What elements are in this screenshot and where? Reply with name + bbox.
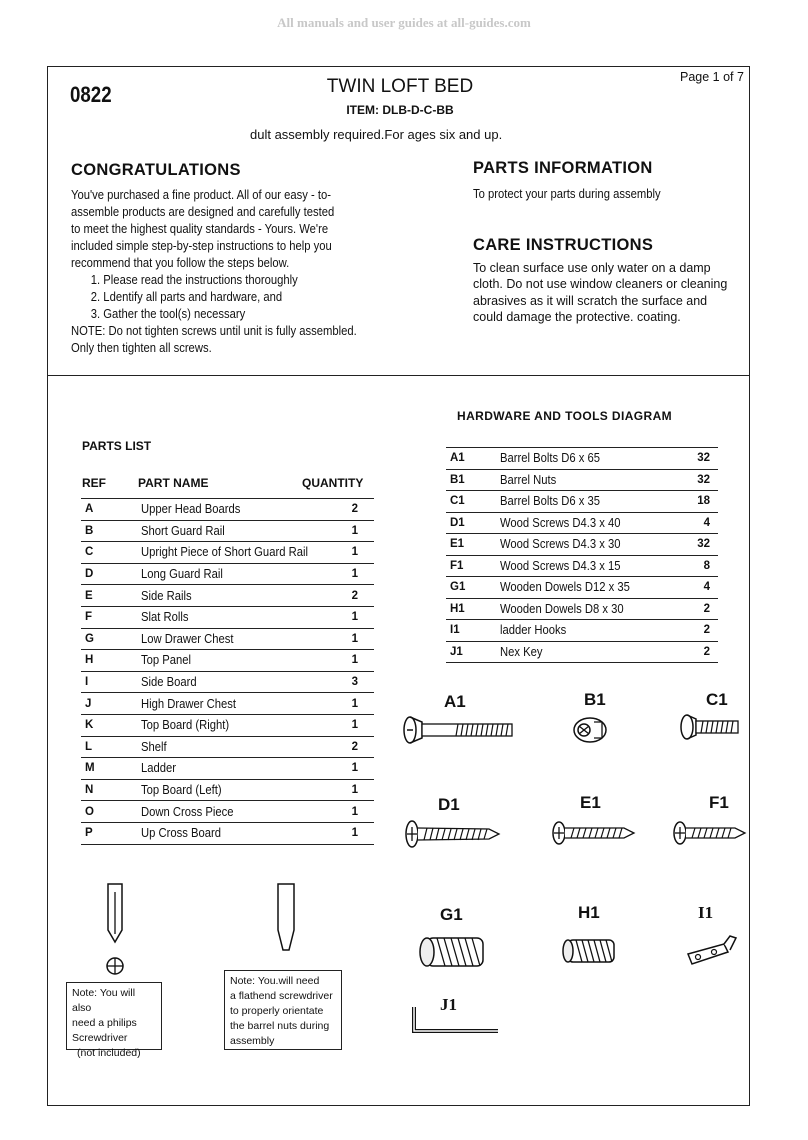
part-ref: A	[81, 499, 141, 521]
part-ref: K	[81, 714, 141, 736]
hardware-name: Wooden Dowels D8 x 30	[500, 601, 624, 616]
part-ref: M	[81, 758, 141, 780]
hardware-name: Wood Screws D4.3 x 15	[500, 558, 621, 573]
note-line: NOTE: Do not tighten screws until unit is fully assembled.	[71, 324, 357, 338]
part-name-cell	[141, 779, 331, 801]
hardware-heading: HARDWARE AND TOOLS DIAGRAM	[457, 409, 673, 423]
part-name-cell	[141, 650, 331, 672]
philips-note	[66, 982, 162, 1059]
part-name-cell	[141, 693, 331, 715]
parts-row	[81, 542, 374, 564]
wood-screw-short-icon	[671, 817, 749, 849]
item-code: ITEM: DLB-D-C-BB	[346, 103, 454, 117]
hardware-qty: 2	[691, 641, 718, 663]
hardware-ref: H1	[446, 598, 500, 620]
hardware-ref: J1	[446, 641, 500, 663]
hardware-qty: 18	[691, 491, 718, 513]
part-name: High Drawer Chest	[141, 696, 237, 711]
part-qty: 1	[331, 693, 374, 715]
age-notice: dult assembly required.For ages six and up.	[250, 127, 503, 142]
part-name-cell	[141, 563, 331, 585]
part-qty: 1	[331, 542, 374, 564]
parts-row	[81, 520, 374, 542]
parts-row	[81, 650, 374, 672]
hex-key-icon	[408, 1003, 503, 1039]
note-line: assembly	[230, 1035, 275, 1047]
note-line: a flathend screwdriver	[230, 990, 333, 1002]
part-name: Side Rails	[141, 588, 192, 603]
label-a1: A1	[444, 692, 466, 711]
label-h1: H1	[578, 903, 600, 922]
hardware-ref: I1	[446, 620, 500, 642]
part-name-cell	[141, 542, 331, 564]
hardware-name-cell	[500, 577, 691, 599]
hardware-ref: C1	[446, 491, 500, 513]
part-name: Down Cross Piece	[141, 804, 234, 819]
part-name-cell	[141, 499, 331, 521]
part-qty: 1	[331, 520, 374, 542]
label-e1: E1	[580, 793, 601, 812]
ladder-hook-icon	[684, 930, 744, 970]
congratulations-text	[71, 187, 431, 357]
hardware-row	[446, 491, 718, 513]
hardware-qty: 2	[691, 620, 718, 642]
part-name: Long Guard Rail	[141, 567, 223, 582]
hardware-table	[446, 447, 718, 663]
label-i1: I1	[698, 903, 714, 922]
hardware-ref: B1	[446, 469, 500, 491]
note-line: Screwdriver	[72, 1032, 128, 1044]
intro-line: recommend that you follow the steps below.	[71, 256, 290, 270]
part-name-cell	[141, 671, 331, 693]
label-f1: F1	[709, 793, 729, 812]
col-part-name: PART NAME	[138, 476, 209, 490]
part-ref: F	[81, 606, 141, 628]
model-number: 0822	[70, 82, 112, 107]
wood-screw-medium-icon	[550, 817, 638, 849]
hardware-qty: 32	[691, 448, 718, 470]
hardware-name: ladder Hooks	[500, 623, 567, 638]
part-name: Shelf	[141, 739, 167, 754]
hardware-ref: D1	[446, 512, 500, 534]
care-heading: CARE INSTRUCTIONS	[473, 236, 654, 254]
hardware-row	[446, 577, 718, 599]
hardware-qty: 32	[691, 534, 718, 556]
label-b1: B1	[584, 690, 606, 709]
hardware-row	[446, 512, 718, 534]
parts-row	[81, 671, 374, 693]
part-qty: 1	[331, 779, 374, 801]
part-qty: 1	[331, 650, 374, 672]
hardware-ref: E1	[446, 534, 500, 556]
congratulations-heading: CONGRATULATIONS	[71, 161, 241, 179]
hardware-name-cell	[500, 620, 691, 642]
part-name: Upper Head Boards	[141, 502, 241, 517]
hardware-qty: 2	[691, 598, 718, 620]
barrel-bolt-long-icon	[400, 710, 525, 750]
part-qty: 1	[331, 606, 374, 628]
parts-info-text: To protect your parts during assembly	[473, 187, 661, 201]
intro-line: included simple step-by-step instructions to help you	[71, 239, 332, 253]
part-name: Short Guard Rail	[141, 523, 225, 538]
part-ref: H	[81, 650, 141, 672]
care-line: abrasives as it will scratch the surface and	[473, 293, 708, 308]
parts-row	[81, 628, 374, 650]
part-ref: E	[81, 585, 141, 607]
hardware-qty: 4	[691, 512, 718, 534]
label-j1: J1	[440, 995, 457, 1014]
part-qty: 2	[331, 736, 374, 758]
part-qty: 1	[331, 822, 374, 844]
hardware-name-cell	[500, 534, 691, 556]
parts-row	[81, 563, 374, 585]
part-ref: G	[81, 628, 141, 650]
wooden-dowel-small-icon	[560, 935, 620, 967]
col-ref: REF	[82, 476, 106, 490]
part-name: Top Panel	[141, 653, 192, 668]
part-name: Slat Rolls	[141, 610, 189, 625]
parts-row	[81, 736, 374, 758]
part-name-cell	[141, 714, 331, 736]
part-name-cell	[141, 520, 331, 542]
parts-row	[81, 822, 374, 844]
part-name-cell	[141, 736, 331, 758]
part-ref: L	[81, 736, 141, 758]
label-d1: D1	[438, 795, 460, 814]
hardware-name: Nex Key	[500, 644, 543, 659]
note-line: Only then tighten all screws.	[71, 341, 212, 355]
part-name-cell	[141, 822, 331, 844]
hardware-row	[446, 641, 718, 663]
part-qty: 1	[331, 801, 374, 823]
part-name-cell	[141, 606, 331, 628]
part-name-cell	[141, 628, 331, 650]
page-title: TWIN LOFT BED	[326, 76, 474, 97]
parts-row	[81, 714, 374, 736]
hardware-row	[446, 469, 718, 491]
step-item: 3. Gather the tool(s) necessary	[90, 307, 246, 321]
care-line: could damage the protective. coating.	[473, 309, 681, 324]
note-line: to properly orientate	[230, 1005, 324, 1017]
parts-info-heading: PARTS INFORMATION	[473, 159, 653, 177]
hardware-name-cell	[500, 491, 691, 513]
hardware-name: Barrel Bolts D6 x 35	[500, 494, 601, 509]
hardware-name: Barrel Bolts D6 x 65	[500, 451, 601, 466]
parts-list-heading: PARTS LIST	[82, 439, 152, 453]
part-name-cell	[141, 801, 331, 823]
part-qty: 2	[331, 499, 374, 521]
part-name: Side Board	[141, 675, 197, 690]
step-item: 2. Ldentify all parts and hardware, and	[90, 290, 283, 304]
part-qty: 3	[331, 671, 374, 693]
part-name: Up Cross Board	[141, 826, 222, 841]
care-text	[473, 260, 753, 325]
parts-row	[81, 606, 374, 628]
hardware-row	[446, 555, 718, 577]
note-line: need a philips	[72, 1017, 137, 1029]
hardware-name-cell	[500, 641, 691, 663]
col-quantity: QUANTITY	[302, 476, 364, 490]
hardware-name-cell	[500, 598, 691, 620]
note-line: Note: You.will need	[230, 975, 320, 987]
care-line: To clean surface use only water on a damp	[473, 261, 711, 275]
hardware-qty: 4	[691, 577, 718, 599]
part-name-cell	[141, 585, 331, 607]
note-line: Note: You will also	[72, 987, 136, 1014]
part-ref: J	[81, 693, 141, 715]
part-name: Top Board (Right)	[141, 718, 230, 733]
parts-list-table	[81, 498, 374, 845]
watermark: All manuals and user guides at all-guides.com	[277, 15, 531, 30]
part-ref: N	[81, 779, 141, 801]
step-item: 1. Please read the instructions thoroughly	[90, 273, 298, 287]
parts-row	[81, 801, 374, 823]
label-g1: G1	[440, 905, 463, 924]
part-name: Low Drawer Chest	[141, 631, 234, 646]
hardware-name: Wood Screws D4.3 x 40	[500, 515, 621, 530]
intro-line: to meet the highest quality standards - Yours. We're	[71, 222, 329, 236]
hardware-row	[446, 620, 718, 642]
part-name: Upright Piece of Short Guard Rail	[141, 545, 308, 560]
intro-line: assemble products are designed and carefully tested	[71, 205, 335, 219]
part-qty: 1	[331, 628, 374, 650]
hardware-name-cell	[500, 555, 691, 577]
flathead-note	[224, 970, 342, 1050]
intro-line: You've purchased a fine product. All of our easy - to-	[71, 188, 332, 202]
care-line: cloth. Do not use window cleaners or cleaning	[473, 277, 728, 292]
wooden-dowel-large-icon	[415, 932, 490, 972]
parts-row	[81, 693, 374, 715]
part-qty: 1	[331, 714, 374, 736]
part-ref: B	[81, 520, 141, 542]
hardware-row	[446, 598, 718, 620]
part-qty: 2	[331, 585, 374, 607]
wood-screw-long-icon	[403, 817, 503, 851]
hardware-name: Barrel Nuts	[500, 472, 557, 487]
hardware-name-cell	[500, 469, 691, 491]
part-qty: 1	[331, 563, 374, 585]
note-line: (not included)	[77, 1047, 141, 1059]
hardware-ref: G1	[446, 577, 500, 599]
parts-row	[81, 499, 374, 521]
note-line: the barrel nuts during	[230, 1020, 330, 1032]
parts-row	[81, 758, 374, 780]
parts-row	[81, 585, 374, 607]
page-number: Page 1 of 7	[680, 70, 744, 84]
part-name: Top Board (Left)	[141, 783, 222, 798]
hardware-name-cell	[500, 448, 691, 470]
hardware-qty: 32	[691, 469, 718, 491]
part-ref: C	[81, 542, 141, 564]
hardware-ref: F1	[446, 555, 500, 577]
hardware-qty: 8	[691, 555, 718, 577]
hardware-ref: A1	[446, 448, 500, 470]
part-ref: D	[81, 563, 141, 585]
part-name: Ladder	[141, 761, 177, 776]
part-ref: O	[81, 801, 141, 823]
flathead-screwdriver-icon	[272, 882, 302, 954]
hardware-name-cell	[500, 512, 691, 534]
part-qty: 1	[331, 758, 374, 780]
barrel-nut-icon	[570, 712, 610, 748]
hardware-row	[446, 534, 718, 556]
parts-row	[81, 779, 374, 801]
part-ref: P	[81, 822, 141, 844]
hardware-row	[446, 448, 718, 470]
section-divider	[47, 375, 750, 376]
barrel-bolt-short-icon	[678, 710, 743, 744]
part-ref: I	[81, 671, 141, 693]
part-name-cell	[141, 758, 331, 780]
hardware-name: Wooden Dowels D12 x 35	[500, 580, 630, 595]
hardware-name: Wood Screws D4.3 x 30	[500, 537, 621, 552]
label-c1: C1	[706, 690, 728, 709]
philips-screwdriver-icon	[100, 882, 130, 977]
